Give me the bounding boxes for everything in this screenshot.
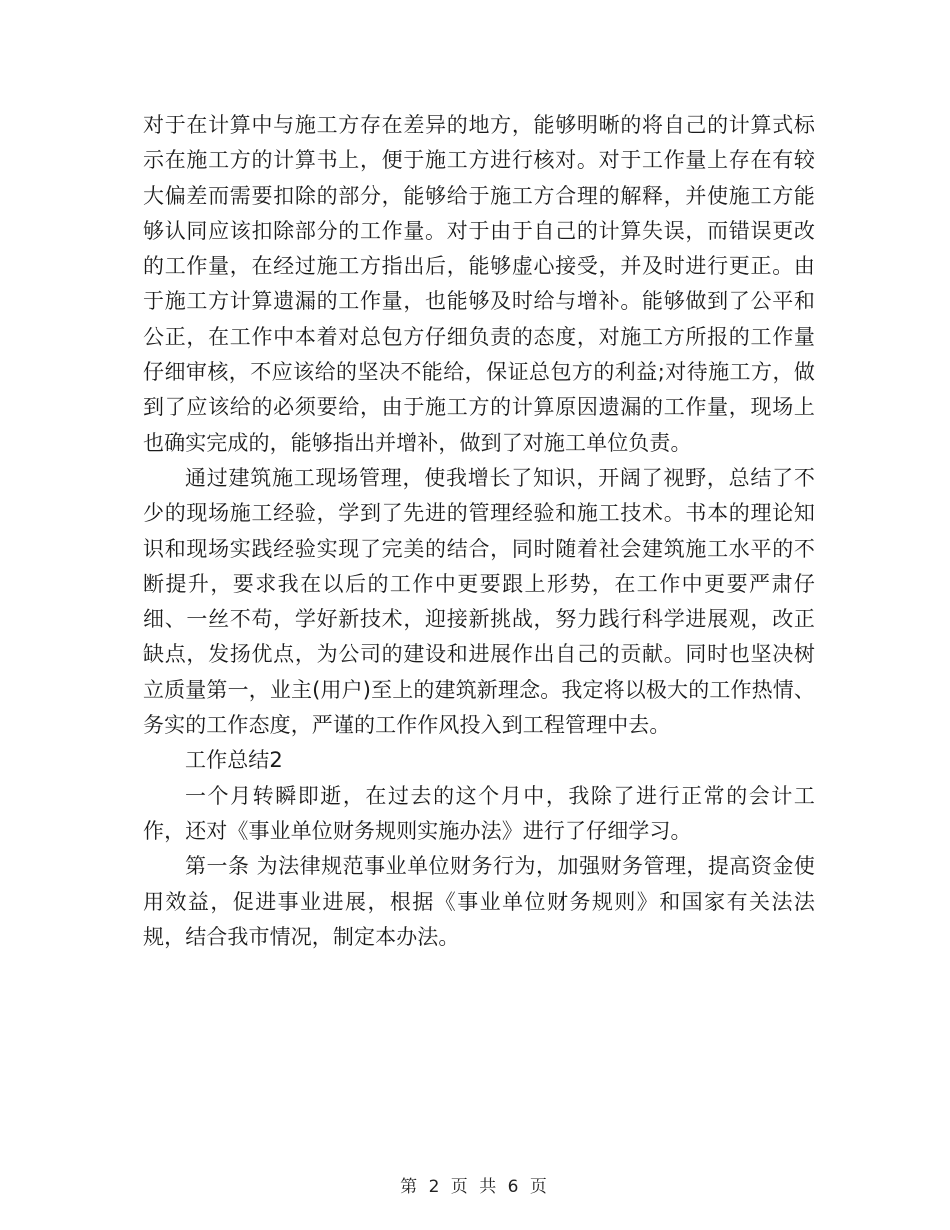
paragraph: 一个月转瞬即逝，在过去的这个月中，我除了进行正常的会计工作，还对《事业单位财务规则实施办法》进行了仔细学习。 bbox=[143, 783, 815, 843]
section-heading: 工作总结2 bbox=[185, 748, 283, 773]
document-body bbox=[143, 108, 815, 955]
page-number-footer: 第 2 页 共 6 页 bbox=[400, 1177, 550, 1197]
paragraph: 通过建筑施工现场管理，使我增长了知识，开阔了视野，总结了不少的现场施工经验，学到了先进的管理经验和施工技术。书本的理论知识和现场实践经验实现了完美的结合，同时随着社会建筑施工水平的不断提升，要求我在以后的工作中更要跟上形势，在工作中更要严肃仔细、一丝不苟，学好新技术，迎接新挑战，努力践行科学进展观，改正缺点，发扬优点，为公司的建设和进展作出自己的贡献。同时也坚决树立质量第一，业主(用户)至上的建筑新理念。我定将以极大的工作热情、务实的工作态度，严谨的工作作风投入到工程管理中去。 bbox=[143, 465, 815, 738]
paragraph: 第一条 为法律规范事业单位财务行为，加强财务管理，提高资金使用效益，促进事业进展，根据《事业单位财务规则》和国家有关法法规，结合我市情况，制定本办法。 bbox=[143, 854, 815, 949]
paragraph: 对于在计算中与施工方存在差异的地方，能够明晰的将自己的计算式标示在施工方的计算书上，便于施工方进行核对。对于工作量上存在有较大偏差而需要扣除的部分，能够给于施工方合理的解释，并使施工方能够认同应该扣除部分的工作量。对于由于自己的计算失误，而错误更改的工作量，在经过施工方指出后，能够虚心接受，并及时进行更正。由于施工方计算遗漏的工作量，也能够及时给与增补。能够做到了公平和公正，在工作中本着对总包方仔细负责的态度，对施工方所报的工作量仔细审核，不应该给的坚决不能给，保证总包方的利益;对待施工方，做到了应该给的必须要给，由于施工方的计算原因遗漏的工作量，现场上也确实完成的，能够指出并增补，做到了对施工单位负责。 bbox=[143, 113, 815, 455]
